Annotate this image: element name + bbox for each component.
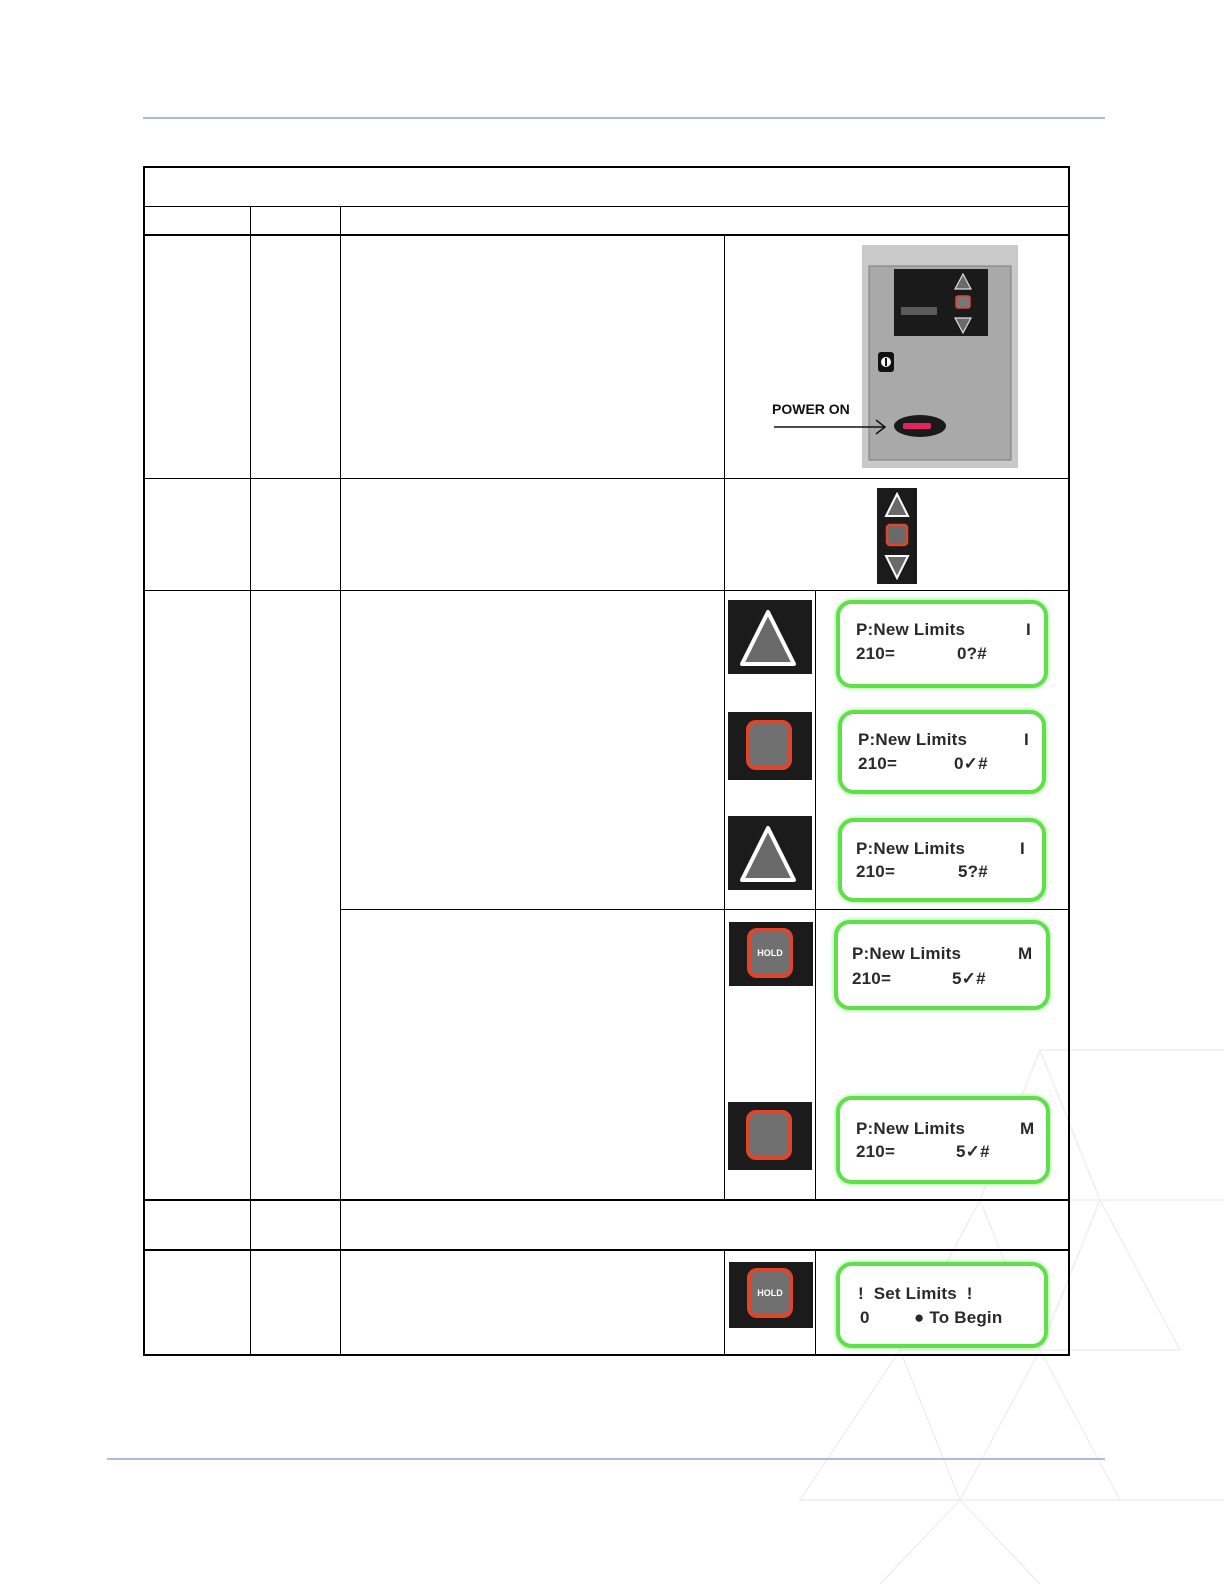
keypad-image	[877, 488, 917, 584]
select-square-icon	[748, 722, 790, 768]
lcd-screen	[834, 920, 1050, 1010]
lcd-mode: M	[1018, 944, 1033, 963]
up-button-image	[728, 600, 812, 674]
lcd-line2-left: 210=	[858, 754, 898, 773]
lcd-line2-left: 210=	[856, 862, 896, 881]
hold-button-label: HOLD	[757, 948, 783, 958]
lcd-mode: M	[1020, 1119, 1035, 1138]
lcd-line1: ! Set Limits !	[858, 1284, 973, 1303]
lcd-line1: P:New Limits	[856, 620, 966, 639]
header-rule	[143, 117, 1105, 119]
hold-button-image	[729, 922, 813, 986]
select-button-image	[728, 712, 812, 780]
lcd-screen	[838, 818, 1046, 902]
lcd-line1: P:New Limits	[858, 730, 968, 749]
lcd-screen	[836, 600, 1048, 688]
controller-panel-image	[770, 244, 1020, 470]
lcd-line2-right: 0?#	[957, 644, 987, 663]
lcd-mode: I	[1024, 730, 1029, 749]
lcd-line2-right: ● To Begin	[914, 1308, 1003, 1327]
lcd-mode: I	[1026, 620, 1031, 639]
up-arrow-icon	[742, 828, 794, 880]
info-icon	[878, 352, 894, 372]
up-arrow-icon	[742, 612, 794, 664]
lcd-line2-left: 210=	[856, 1142, 896, 1161]
lcd-mode: I	[1020, 839, 1025, 858]
hold-button-image	[729, 1262, 813, 1328]
hold-button-label: HOLD	[757, 1288, 783, 1298]
lcd-line2-left: 210=	[856, 644, 896, 663]
lcd-line2-right: 5✓#	[956, 1142, 990, 1161]
lcd-line2-right: 0✓#	[954, 754, 988, 773]
select-button-image	[728, 1102, 812, 1170]
lcd-line1: P:New Limits	[856, 839, 966, 858]
power-switch-icon	[894, 415, 946, 437]
lcd-line2-right: 5?#	[958, 862, 988, 881]
lcd-line2-right: 5✓#	[952, 969, 986, 988]
select-square-icon	[748, 1112, 790, 1158]
footer-rule	[107, 1458, 1105, 1460]
select-square-icon	[956, 296, 970, 308]
lcd-line2-left: 0	[860, 1308, 870, 1327]
lcd-line2-left: 210=	[852, 969, 892, 988]
power-on-label: POWER ON	[772, 401, 850, 417]
lcd-screen	[838, 710, 1046, 794]
lcd-line1: P:New Limits	[856, 1119, 966, 1138]
lcd-screen	[836, 1096, 1050, 1184]
lcd-screen	[836, 1262, 1048, 1348]
lcd-line1: P:New Limits	[852, 944, 962, 963]
select-square-icon	[887, 525, 907, 545]
up-button-image	[728, 816, 812, 890]
